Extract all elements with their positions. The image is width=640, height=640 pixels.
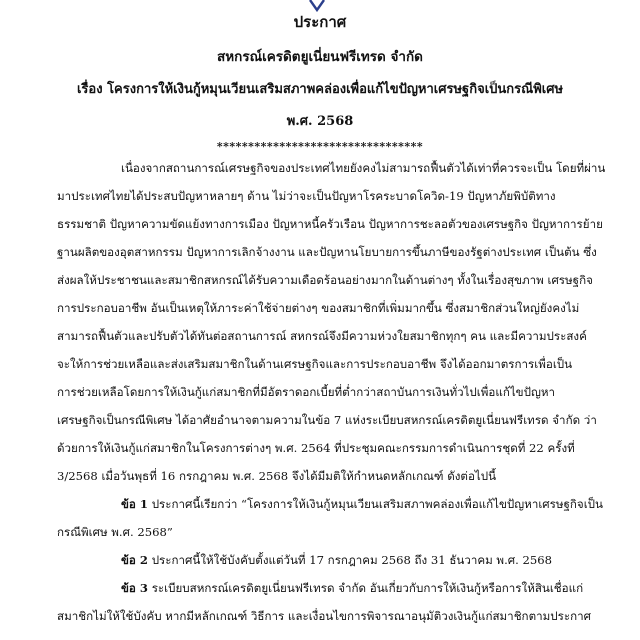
clause-2-text: ประกาศนี้ให้ใช้บังคับตั้งแต่วันที่ 17 กรกฎาคม 2568 ถึง 31 ธันวาคม พ.ศ. 2568 [151,553,552,567]
clause-1-continuation: กรณีพิเศษ พ.ศ. 2568” [57,525,173,539]
clause-1-number: ข้อ 1 [121,497,148,511]
body-line: 3/2568 เมื่อวันพุธที่ 16 กรกฎาคม พ.ศ. 2568 จึงได้มีมติให้กำหนดหลักเกณฑ์ ดังต่อไปนี้ [57,469,497,483]
body-line: การประกอบอาชีพ อันเป็นเหตุให้ภาระค่าใช้จ่ายต่างๆ ของสมาชิกที่เพิ่มมากขึ้น ซึ่งสมาชิกส่วนใหญ่ยังคงไม่ [57,301,580,315]
clause-2 [121,552,605,568]
document-subject: เรื่อง โครงการให้เงินกู้หมุนเวียนเสริมสภาพคล่องเพื่อแก้ไขปัญหาเศรษฐกิจเป็นกรณีพิเศษ [76,82,564,97]
separator-stars: ********************************* [216,140,424,153]
body-line: เนื่องจากสถานการณ์เศรษฐกิจของประเทศไทยยังคงไม่สามารถฟื้นตัวได้เท่าที่ควรจะเป็น โดยที่ผ่าน [121,161,605,175]
clause-3-continuation: สมาชิกไม่ให้ใช้บังคับ หากมีหลักเกณฑ์ วิธีการ และเงื่อนไขการพิจารณาอนุมัติวงเงินกู้แก่สมาชิกตามประกาศ [57,609,591,623]
body-line: ด้วยการให้เงินกู้แก่สมาชิกในโครงการต่างๆ พ.ศ. 2564 ที่ประชุมคณะกรรมการดำเนินการชุดที่ 22 ครั้งที่ [57,441,575,455]
body-line: ฐานผลิตของอุตสาหกรรม ปัญหาการเลิกจ้างงาน และปัญหานโยบายการขึ้นภาษีของรัฐต่างประเทศ เป็นต้น ซึ่ง [57,245,597,259]
document-year: พ.ศ. 2568 [286,114,354,129]
clause-2-number: ข้อ 2 [121,553,148,567]
clause-3 [121,580,605,596]
document-title: ประกาศ [293,13,347,31]
body-line: การช่วยเหลือโดยการให้เงินกู้แก่สมาชิกที่มีอัตราดอกเบี้ยที่ต่ำกว่าสถาบันการเงินทั่วไปเพื่อแก้ไขปัญหา [57,385,555,399]
body-line: ส่งผลให้ประชาชนและสมาชิกสหกรณ์ได้รับความเดือดร้อนอย่างมากในด้านต่างๆ ทั้งในเรื่องสุขภาพ เศรษฐกิจ [57,273,593,287]
clause-1 [121,496,605,512]
clause-1-text: ประกาศนี้เรียกว่า “โครงการให้เงินกู้หมุนเวียนเสริมสภาพคล่องเพื่อแก้ไขปัญหาเศรษฐกิจเป็น [151,497,603,511]
body-line: ธรรมชาติ ปัญหาความขัดแย้งทางการเมือง ปัญหาหนี้ครัวเรือน ปัญหาการชะลอตัวของเศรษฐกิจ ปัญหาการย้าย [57,217,603,231]
clause-3-text: ระเบียบสหกรณ์เครดิตยูเนี่ยนฟรีเทรด จำกัด อันเกี่ยวกับการให้เงินกู้หรือการให้สินเชื่อแก่ [151,581,584,595]
body-line: เศรษฐกิจเป็นกรณีพิเศษ ได้อาศัยอำนาจตามความในข้อ 7 แห่งระเบียบสหกรณ์เครดิตยูเนี่ยนฟรีเทรด จำกัด ว่า [57,413,597,427]
organization-name: สหกรณ์เครดิตยูเนี่ยนฟรีเทรด จำกัด [217,49,423,65]
body-line: มาประเทศไทยได้ประสบปัญหาหลายๆ ด้าน ไม่ว่าจะเป็นปัญหาโรคระบาดโควิด-19 ปัญหาภัยพิบัติทาง [57,189,556,203]
clause-3-number: ข้อ 3 [121,581,148,595]
body-line: สามารถฟื้นตัวและปรับตัวได้ทันต่อสถานการณ์ สหกรณ์จึงมีความห่วงใยสมาชิกทุกๆ คน และมีความประสงค์ [57,329,587,343]
body-line: จะให้การช่วยเหลือและส่งเสริมสมาชิกในด้านเศรษฐกิจและการประกอบอาชีพ จึงได้ออกมาตรการเพื่อเป็น [57,357,573,371]
